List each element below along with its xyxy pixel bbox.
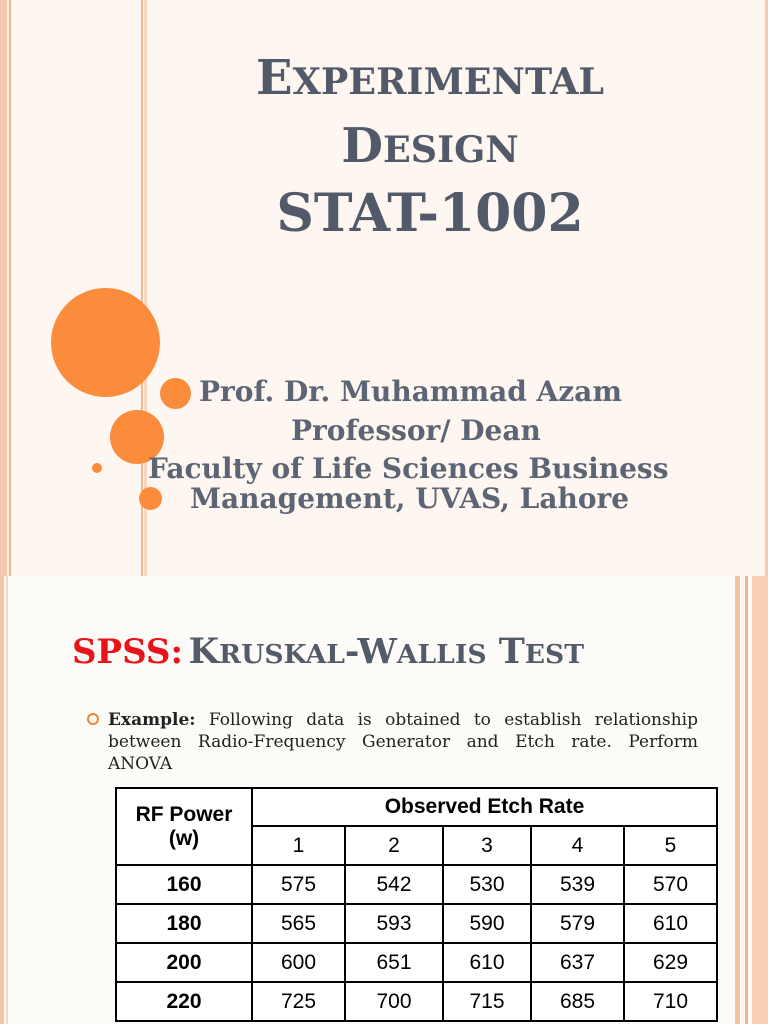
column-header: 4 (531, 826, 624, 865)
decorative-circle (160, 378, 191, 409)
heading-title: KRUSKAL-WALLIS TEST (188, 631, 585, 672)
decorative-stripe (745, 576, 748, 1024)
value-cell: 570 (624, 865, 717, 904)
decorative-stripe (735, 576, 740, 1024)
value-cell: 590 (443, 904, 531, 943)
content-slide (0, 576, 768, 1024)
decorative-stripe (6, 576, 8, 1024)
column-header: 5 (624, 826, 717, 865)
power-cell: 220 (116, 982, 252, 1021)
example-label: Example: (108, 710, 196, 730)
value-cell: 725 (252, 982, 345, 1021)
author-title: Professor/ Dean (291, 414, 541, 447)
column-header: 3 (443, 826, 531, 865)
value-cell: 700 (345, 982, 443, 1021)
title-line-2: DESIGN (341, 118, 519, 174)
value-cell: 575 (252, 865, 345, 904)
title-line-1: EXPERIMENTAL (255, 50, 605, 106)
decorative-circle (139, 487, 162, 510)
decorative-circle-large (51, 288, 160, 397)
power-cell: 160 (116, 865, 252, 904)
example-text: Following data is obtained to establish relationship between Radio-Frequency Generator and Etch rate. Perform ANOVA (108, 710, 698, 774)
decorative-stripe (0, 576, 4, 1024)
decorative-circle-small (92, 463, 102, 473)
value-cell: 637 (531, 943, 624, 982)
value-cell: 530 (443, 865, 531, 904)
decorative-stripe (9, 0, 11, 576)
value-cell: 593 (345, 904, 443, 943)
author-name: Prof. Dr. Muhammad Azam (199, 375, 622, 408)
heading-prefix: SPSS: (72, 632, 184, 672)
value-cell: 715 (443, 982, 531, 1021)
value-cell: 710 (624, 982, 717, 1021)
title-line-3: STAT-1002 (276, 183, 584, 244)
power-cell: 180 (116, 904, 252, 943)
value-cell: 651 (345, 943, 443, 982)
table-row (116, 865, 717, 904)
table-row (116, 904, 717, 943)
value-cell: 542 (345, 865, 443, 904)
group-header-cell: Observed Etch Rate (252, 788, 717, 826)
value-cell: 610 (443, 943, 531, 982)
author-faculty: Faculty of Life Sciences Business (148, 452, 669, 485)
etch-rate-table (115, 787, 718, 1022)
decorative-stripe (0, 0, 7, 576)
table-row (116, 943, 717, 982)
value-cell: 600 (252, 943, 345, 982)
table-row (116, 982, 717, 1021)
author-affiliation: Management, UVAS, Lahore (190, 482, 630, 515)
value-cell: 579 (531, 904, 624, 943)
value-cell: 685 (531, 982, 624, 1021)
value-cell: 565 (252, 904, 345, 943)
example-paragraph (108, 709, 698, 775)
column-header: 2 (345, 826, 443, 865)
power-cell: 200 (116, 943, 252, 982)
row-header-cell: RF Power (w) (116, 788, 252, 865)
value-cell: 539 (531, 865, 624, 904)
value-cell: 610 (624, 904, 717, 943)
decorative-stripe (752, 576, 768, 1024)
bullet-icon (87, 713, 99, 725)
column-header: 1 (252, 826, 345, 865)
slide-heading (72, 631, 585, 672)
value-cell: 629 (624, 943, 717, 982)
